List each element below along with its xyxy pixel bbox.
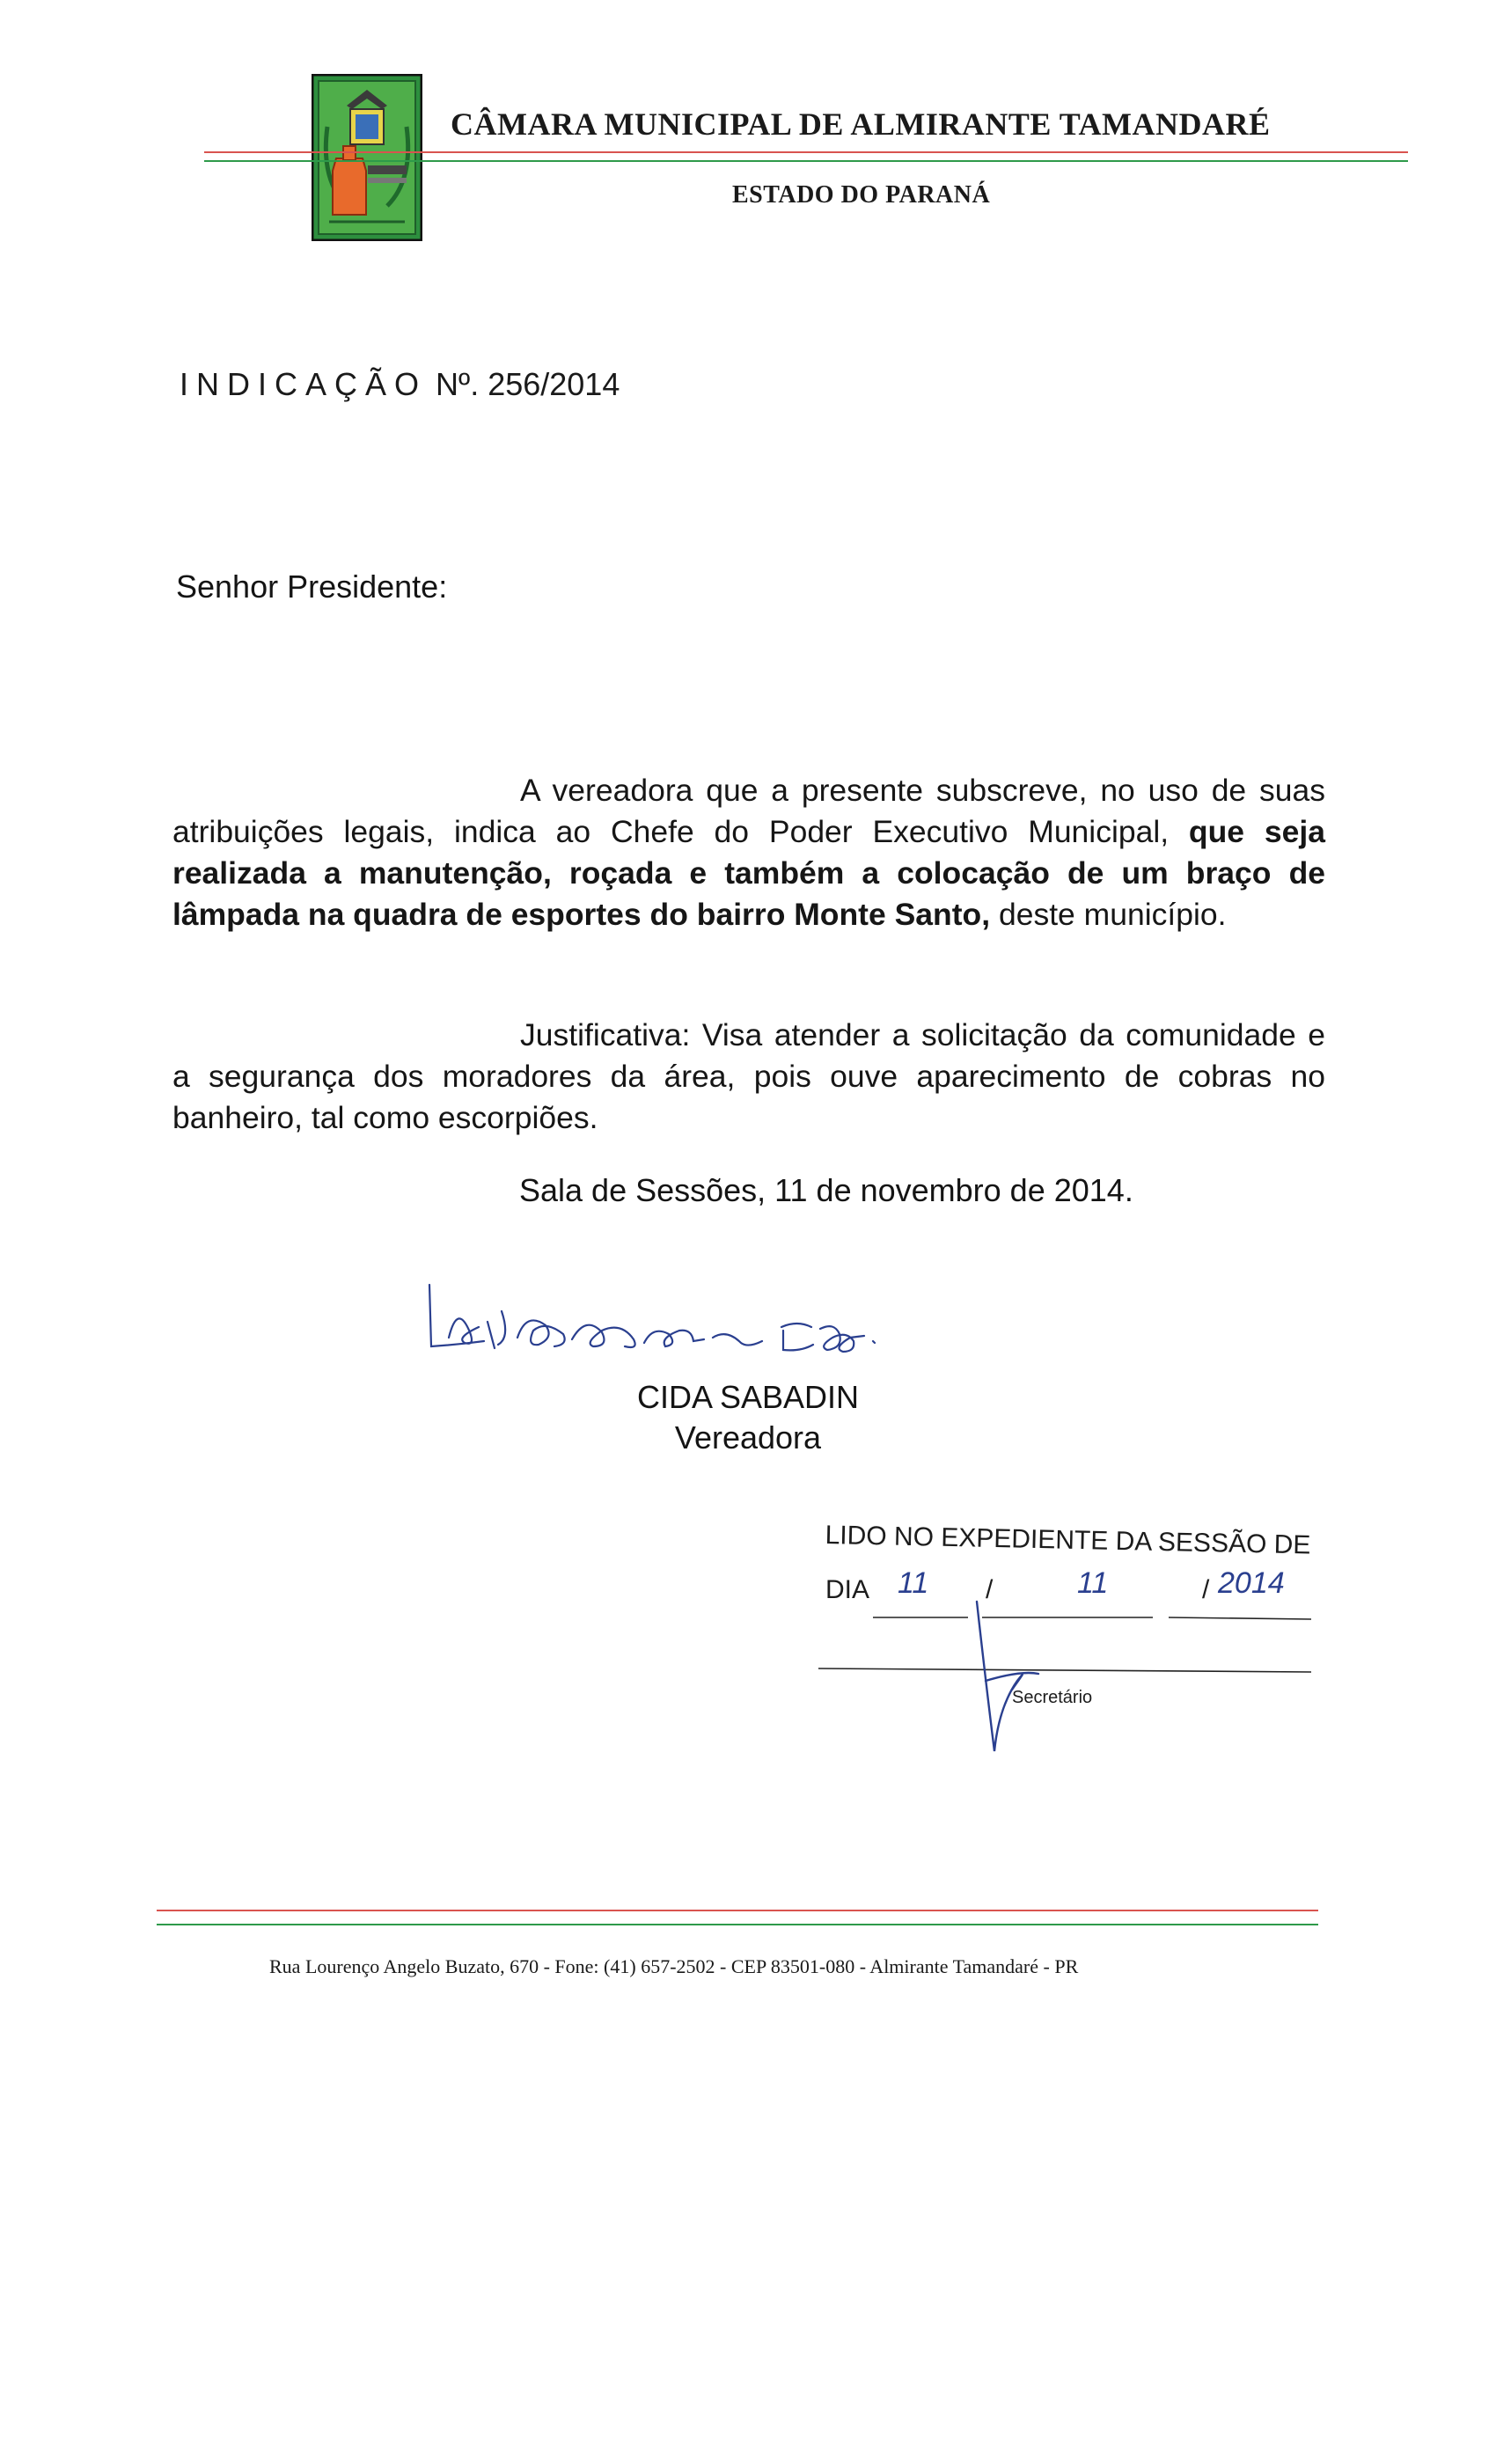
- stamp-dia-label: DIA: [825, 1575, 870, 1604]
- document-type-label: INDICAÇÃO: [180, 366, 428, 402]
- stamp-year: 2014: [1218, 1566, 1285, 1600]
- paragraph-plain-end: deste município.: [990, 897, 1227, 932]
- paragraph-bold-request: que seja realizada a manutenção, roçada e também a colocação de um braço de lâmpada na quadra de esportes do bairro Monte Santo,: [172, 814, 1325, 932]
- organization-state: ESTADO DO PARANÁ: [732, 181, 991, 209]
- signer-role: Vereadora: [674, 1419, 822, 1456]
- stamp-slash-2: /: [1202, 1575, 1210, 1604]
- handwritten-signature: [414, 1276, 906, 1373]
- stamp-date-row: [825, 1566, 1285, 1605]
- coat-of-arms-logo: [312, 74, 422, 241]
- header-rule-green: [204, 160, 1408, 162]
- signer-name: CIDA SABADIN: [636, 1379, 860, 1415]
- footer-rule-red: [157, 1910, 1318, 1911]
- footer-rule-green: [157, 1924, 1318, 1925]
- signer-block: [528, 1377, 968, 1458]
- stamp-month: 11: [1077, 1566, 1109, 1600]
- salutation: Senhor Presidente:: [176, 568, 448, 605]
- closing-date-line: Sala de Sessões, 11 de novembro de 2014.: [519, 1172, 1133, 1208]
- document-number: [180, 366, 620, 403]
- stamp-heading: LIDO NO EXPEDIENTE DA SESSÃO DE: [825, 1521, 1311, 1560]
- justification-text: Justificativa: Visa atender a solicitação da comunidade e a segurança dos moradores da área, pois ouve aparecimento de cobras no banheiro, tal como escorpiões.: [172, 1017, 1325, 1135]
- stamp-secretary-label: Secretário: [1012, 1688, 1093, 1707]
- body-paragraph-request: [172, 770, 1325, 935]
- footer-address: Rua Lourenço Angelo Buzato, 670 - Fone: (41) 657-2502 - CEP 83501-080 - Almirante Tamandaré - PR: [269, 1955, 1079, 1977]
- paragraph-plain-start: A vereadora que a presente subscreve, no uso de suas atribuições legais, indica ao Chefe do Poder Executivo Municipal,: [172, 773, 1325, 849]
- stamp-slash-1: /: [986, 1575, 994, 1604]
- organization-name: CÂMARA MUNICIPAL DE ALMIRANTE TAMANDARÉ: [451, 106, 1271, 142]
- stamp-day: 11: [898, 1566, 929, 1600]
- header-rule-red: [204, 151, 1408, 153]
- body-paragraph-justification: [172, 1015, 1325, 1139]
- document-number-value: Nº. 256/2014: [436, 366, 620, 402]
